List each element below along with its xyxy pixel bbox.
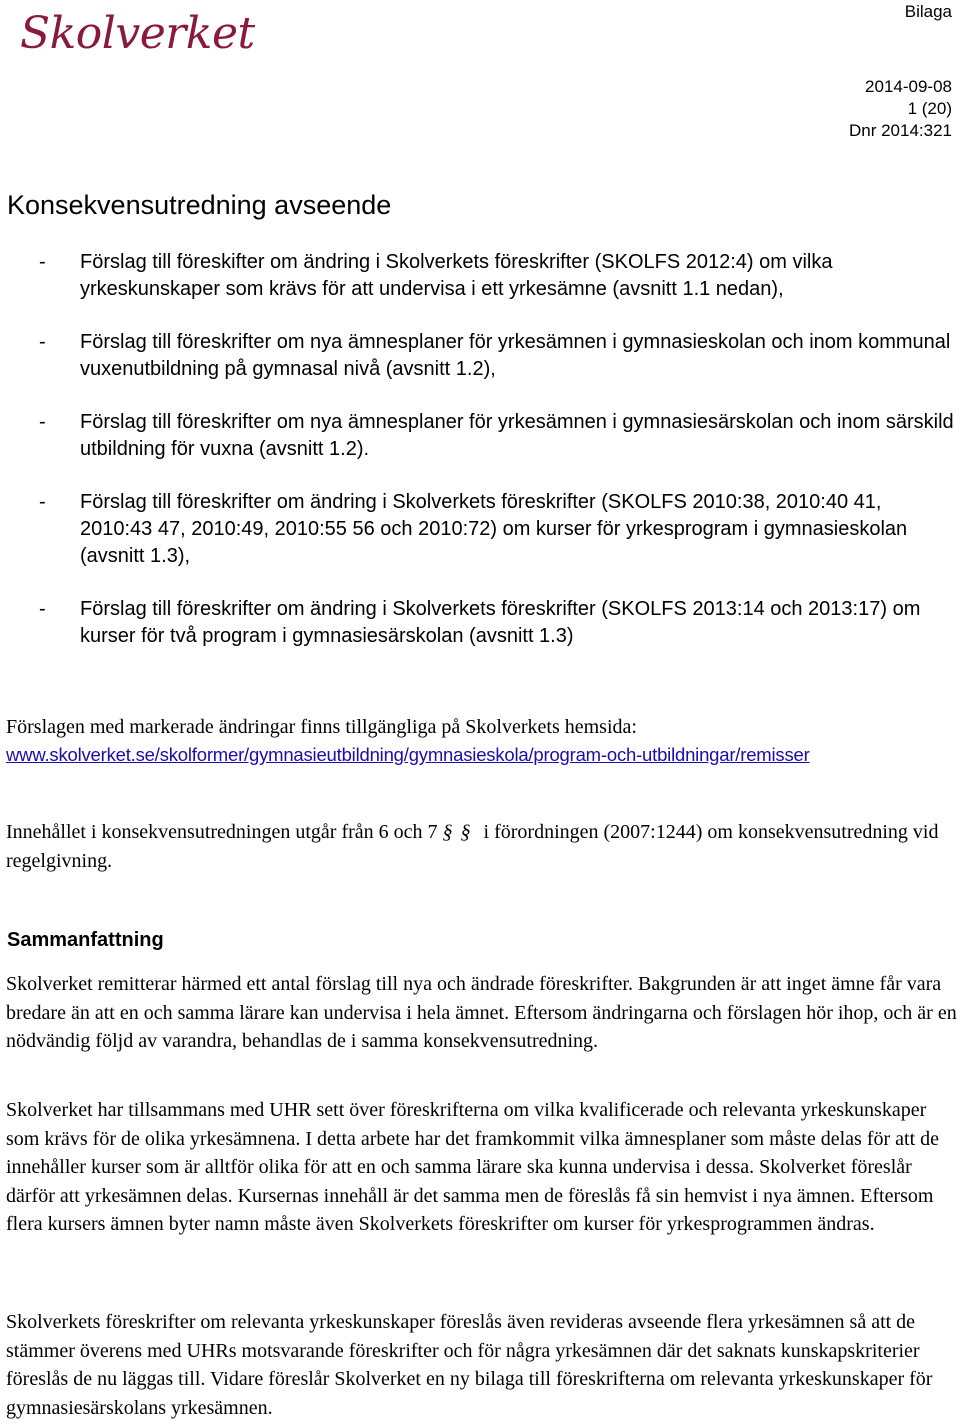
section-sign: §§: [442, 821, 479, 843]
list-dash: -: [39, 331, 46, 353]
remiss-note: [6, 714, 956, 769]
remiss-link[interactable]: www.skolverket.se/skolformer/gymnasieutbildning/gymnasieskola/program-och-utbildningar/remisser: [6, 744, 810, 765]
document-date: 2014-09-08: [865, 77, 952, 96]
list-item-text: Förslag till föreskrifter om ändring i Skolverkets föreskrifter (SKOLFS 2013:14 och 2013:17) om kurser för två program i gymnasiesärskolan (avsnitt 1.3): [80, 598, 921, 647]
list-dash: -: [39, 411, 46, 433]
diary-number: Dnr 2014:321: [848, 121, 952, 140]
proposal-list: [7, 249, 957, 676]
document-title: Konsekvensutredning avseende: [7, 190, 392, 220]
summary-heading: Sammanfattning: [7, 929, 164, 951]
basis-paragraph: [6, 818, 958, 875]
page-number: 1 (20): [907, 99, 952, 118]
remiss-note-text: Förslagen med markerade ändringar finns tillgängliga på Skolverkets hemsida:: [6, 716, 637, 738]
list-item-text: Förslag till föreskifter om ändring i Skolverkets föreskrifter (SKOLFS 2012:4) om vilka yrkeskunskaper som krävs för att undervisa i ett yrkesämne (avsnitt 1.1 nedan),: [80, 251, 833, 300]
list-item: [7, 489, 957, 570]
list-item-text: Förslag till föreskrifter om nya ämnesplaner för yrkesämnen i gymnasieskolan och inom kommunal vuxenutbildning på gymnasal nivå (avsnitt 1.2),: [80, 331, 951, 380]
skolverket-logo: Skolverket: [20, 8, 255, 59]
list-item: [7, 596, 957, 650]
bilaga-label: Bilaga: [904, 2, 952, 21]
list-item-text: Förslag till föreskrifter om nya ämnesplaner för yrkesämnen i gymnasiesärskolan och inom särskild utbildning för vuxna (avsnitt 1.2).: [80, 411, 954, 460]
list-dash: -: [39, 598, 46, 620]
list-item: [7, 329, 957, 383]
basis-text-after: i förordningen (2007:1244) om konsekvensutredning vid regelgivning.: [6, 821, 939, 872]
list-dash: -: [39, 251, 46, 273]
list-item: [7, 249, 957, 303]
basis-text-before: Innehållet i konsekvensutredningen utgår från 6 och 7: [6, 821, 438, 843]
document-meta: [849, 76, 952, 142]
list-item: [7, 409, 957, 463]
list-item-text: Förslag till föreskrifter om ändring i Skolverkets föreskrifter (SKOLFS 2010:38, 2010:40 41, 2010:43 47, 2010:49, 2010:55 56 och 2010:72) om kurser för yrkesprogram i gymnasieskolan (avsnitt 1.3),: [80, 491, 908, 567]
summary-paragraph-3: Skolverkets föreskrifter om relevanta yrkeskunskaper föreslås även revideras avseende flera yrkesämnen så att de stämmer överens med UHRs motsvarande föreskrifter och för några yrkesämnen där det saknats kunskapskriterier föreslås de nu läggas till. Vidare föreslår Skolverket en ny bilaga till föreskrifterna om relevanta yrkeskunskaper för gymnasiesärskolans yrkesämnen.: [6, 1311, 933, 1419]
list-dash: -: [39, 491, 46, 513]
summary-paragraph-1: Skolverket remitterar härmed ett antal förslag till nya och ändrade föreskrifter. Bakgrunden är att inget ämne får vara bredare än att en och samma lärare kan undervisa i hela ämnet. Eftersom ändringarna och förslagen hör ihop, och är en nödvändig följd av varandra, behandlas de i samma konsekvensutredning.: [6, 973, 957, 1052]
summary-paragraph-2: Skolverket har tillsammans med UHR sett över föreskrifterna om vilka kvalificerade och relevanta yrkeskunskaper som krävs för de olika yrkesämnena. I detta arbete har det framkommit vilka ämnesplaner som måste delas för att de innehåller kurser som är alltför olika för att en och samma lärare ska kunna undervisa i dessa. Skolverket föreslår därför att yrkesämnen delas. Kursernas innehåll är det samma men de föreslås få sin hemvist i nya ämnen. Eftersom flera kursers ämnen byter namn måste även Skolverkets föreskrifter om kurser för yrkesprogrammen ändras.: [6, 1099, 940, 1235]
